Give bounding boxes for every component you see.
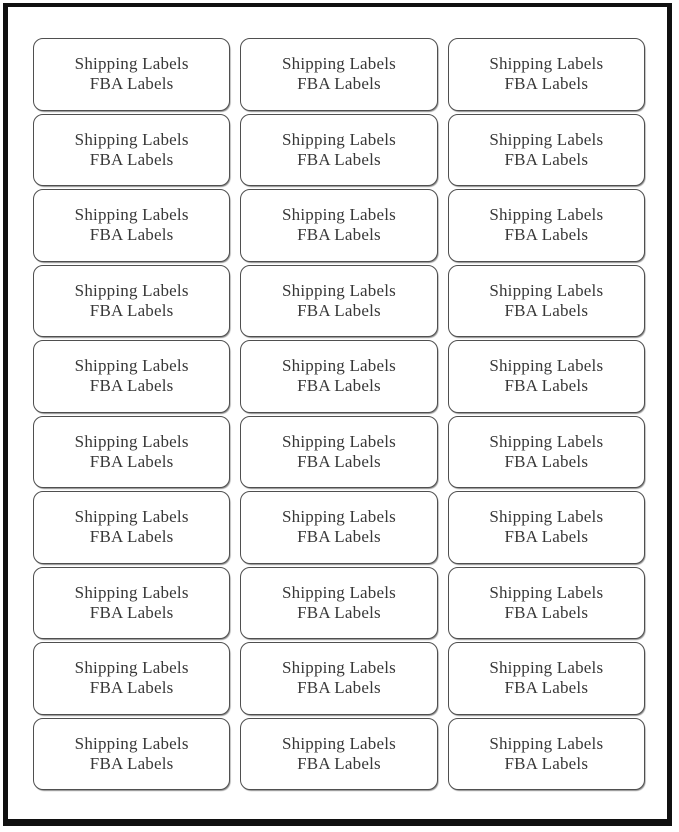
shipping-label-cell [240, 114, 437, 187]
shipping-label-cell [448, 416, 645, 489]
label-line1: Shipping Labels [282, 205, 396, 225]
label-line2: FBA Labels [89, 678, 174, 698]
shipping-label-cell [33, 567, 230, 640]
label-text [282, 507, 396, 547]
label-text [282, 583, 396, 623]
label-text [489, 507, 603, 547]
label-line1: Shipping Labels [282, 280, 396, 300]
label-line2: FBA Labels [89, 300, 174, 320]
label-line2: FBA Labels [504, 602, 589, 622]
shipping-label-cell [448, 38, 645, 111]
label-text [282, 658, 396, 698]
label-text [75, 356, 189, 396]
labels-grid [33, 38, 645, 790]
shipping-label-cell [448, 718, 645, 791]
shipping-label-cell [448, 642, 645, 715]
label-line1: Shipping Labels [74, 733, 189, 753]
label-line1: Shipping Labels [489, 129, 604, 149]
shipping-label-cell [33, 340, 230, 413]
label-line2: FBA Labels [504, 753, 589, 773]
label-line2: FBA Labels [297, 300, 381, 320]
label-line2: FBA Labels [504, 225, 589, 245]
label-sheet [3, 3, 672, 826]
label-line1: Shipping Labels [74, 205, 189, 225]
shipping-label-cell [240, 491, 437, 564]
label-line2: FBA Labels [504, 376, 589, 396]
label-text [489, 734, 603, 774]
label-text [489, 54, 603, 94]
label-line1: Shipping Labels [489, 54, 604, 74]
label-text [75, 281, 189, 321]
shipping-label-cell [240, 718, 437, 791]
label-line2: FBA Labels [297, 149, 381, 169]
label-text [282, 130, 396, 170]
label-line2: FBA Labels [297, 376, 381, 396]
shipping-label-cell [33, 642, 230, 715]
label-text [75, 432, 189, 472]
label-line1: Shipping Labels [74, 356, 189, 376]
shipping-label-cell [240, 38, 437, 111]
label-text [489, 658, 603, 698]
shipping-label-cell [33, 491, 230, 564]
label-line2: FBA Labels [504, 74, 589, 94]
label-line2: FBA Labels [504, 527, 589, 547]
shipping-label-cell [448, 491, 645, 564]
label-line2: FBA Labels [504, 300, 589, 320]
shipping-label-cell [33, 38, 230, 111]
label-line1: Shipping Labels [282, 658, 396, 678]
label-line1: Shipping Labels [282, 582, 396, 602]
label-line2: FBA Labels [297, 527, 381, 547]
label-line1: Shipping Labels [489, 356, 604, 376]
label-line1: Shipping Labels [489, 507, 604, 527]
label-text [489, 130, 603, 170]
label-text [489, 281, 603, 321]
label-line2: FBA Labels [89, 74, 174, 94]
label-line2: FBA Labels [89, 451, 174, 471]
label-line1: Shipping Labels [74, 129, 189, 149]
label-text [75, 583, 189, 623]
label-line2: FBA Labels [297, 451, 381, 471]
label-text [282, 205, 396, 245]
label-line1: Shipping Labels [74, 507, 189, 527]
label-text [75, 205, 189, 245]
label-line1: Shipping Labels [489, 205, 604, 225]
label-text [282, 356, 396, 396]
label-line2: FBA Labels [89, 602, 174, 622]
label-line2: FBA Labels [297, 74, 381, 94]
label-text [282, 734, 396, 774]
label-text [282, 432, 396, 472]
label-text [282, 281, 396, 321]
label-text [489, 432, 603, 472]
label-line1: Shipping Labels [74, 658, 189, 678]
label-line1: Shipping Labels [74, 54, 189, 74]
shipping-label-cell [448, 189, 645, 262]
label-line2: FBA Labels [89, 149, 174, 169]
label-line1: Shipping Labels [489, 431, 604, 451]
label-line1: Shipping Labels [282, 733, 396, 753]
label-line1: Shipping Labels [489, 280, 604, 300]
label-line2: FBA Labels [297, 678, 381, 698]
shipping-label-cell [240, 340, 437, 413]
label-line2: FBA Labels [297, 602, 381, 622]
shipping-label-cell [448, 265, 645, 338]
label-line2: FBA Labels [297, 753, 381, 773]
label-text [75, 507, 189, 547]
shipping-label-cell [240, 642, 437, 715]
label-line1: Shipping Labels [282, 129, 396, 149]
label-line2: FBA Labels [297, 225, 381, 245]
label-line1: Shipping Labels [282, 54, 396, 74]
label-text [75, 734, 189, 774]
label-text [489, 356, 603, 396]
shipping-label-cell [240, 567, 437, 640]
label-line1: Shipping Labels [282, 356, 396, 376]
label-text [282, 54, 396, 94]
label-line1: Shipping Labels [282, 507, 396, 527]
shipping-label-cell [448, 340, 645, 413]
label-line2: FBA Labels [89, 376, 174, 396]
shipping-label-cell [33, 718, 230, 791]
label-line1: Shipping Labels [74, 582, 189, 602]
label-line2: FBA Labels [504, 451, 589, 471]
label-line2: FBA Labels [89, 527, 174, 547]
label-line1: Shipping Labels [489, 658, 604, 678]
shipping-label-cell [240, 189, 437, 262]
label-text [489, 205, 603, 245]
label-text [75, 130, 189, 170]
label-line2: FBA Labels [89, 225, 174, 245]
label-line2: FBA Labels [504, 678, 589, 698]
shipping-label-cell [33, 114, 230, 187]
label-line2: FBA Labels [504, 149, 589, 169]
shipping-label-cell [448, 114, 645, 187]
label-text [75, 54, 189, 94]
shipping-label-cell [33, 189, 230, 262]
label-line1: Shipping Labels [489, 733, 604, 753]
label-text [75, 658, 189, 698]
shipping-label-cell [240, 265, 437, 338]
label-text [489, 583, 603, 623]
shipping-label-cell [33, 265, 230, 338]
shipping-label-cell [448, 567, 645, 640]
label-line1: Shipping Labels [74, 431, 189, 451]
shipping-label-cell [240, 416, 437, 489]
label-line1: Shipping Labels [489, 582, 604, 602]
label-line1: Shipping Labels [74, 280, 189, 300]
label-line1: Shipping Labels [282, 431, 396, 451]
label-line2: FBA Labels [89, 753, 174, 773]
shipping-label-cell [33, 416, 230, 489]
